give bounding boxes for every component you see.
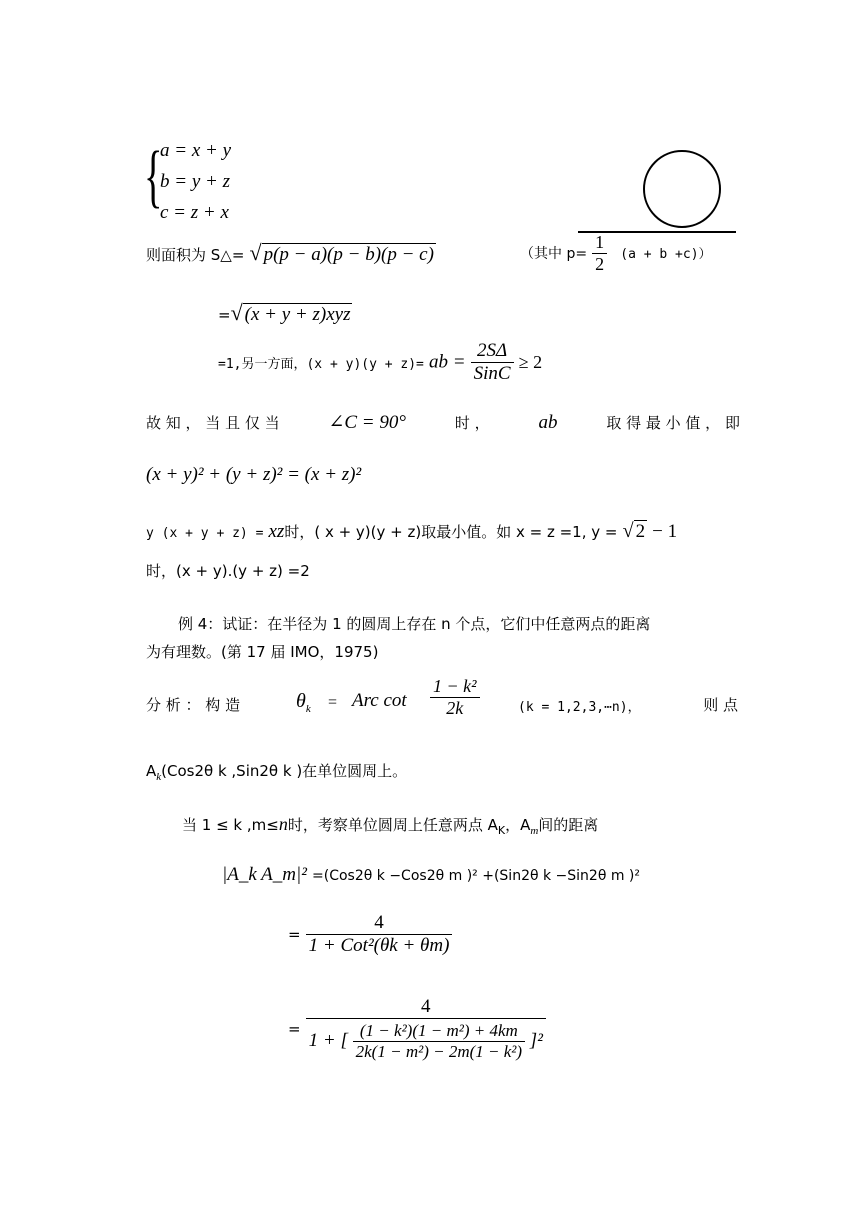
example-4: 例 4：试证：在半径为 1 的圆周上存在 n 个点，它们中任意两点的距离 为有理数。(第 17 届 IMO，1975) xyxy=(146,615,651,661)
result-1: = $\frac{4}{\text{1 + Cot²(θk + θm)}}$ xyxy=(288,912,452,957)
ab-inequality-line: =1,另一方面，(x + y)(y + z)= ab = $\frac{2S\Delta}{\text{SinC}}$ ≥ 2 xyxy=(218,340,543,384)
system-eq-1: a = x + y xyxy=(160,140,232,161)
distance-intro: 当 1 ≤ k ,m≤n时，考察单位圆周上任意两点 $A_K$，$A_m$间的距离 xyxy=(182,814,599,837)
minimum-line: y (x + y + z) = xz时，( x + y)(y + z)取最小值。如 x = z =1, y = √ 2 − 1 xyxy=(146,520,678,542)
pythagorean-eq: (x + y)² + (y + z)² = (x + z)² xyxy=(146,464,362,485)
ak-point-line: $A_k(Cos2\theta$ k ,Sin2θ k )在单位圆周上。 xyxy=(146,762,408,783)
system-eq-2: b = y + z xyxy=(160,171,230,192)
analysis-line: 分 析 ： 构 造 $\theta_k$ = Arc cot $\frac{\text{1 − k²}}{2k}$ (k = 1,2,3,⋯n)， 则 点 xyxy=(146,676,738,718)
area-formula-line: 则面积为 S△= √ p(p − a)(p − b)(p − c) xyxy=(146,240,434,265)
distance-formula: |A_k A_m|² =(Cos2θ k −Cos2θ m )² +(Sin2θ k −Sin2θ m )² xyxy=(222,864,641,885)
area-sqrt: p(p − a)(p − b)(p − c) xyxy=(263,244,434,265)
area-prefix: 则面积为 S△= xyxy=(146,246,245,264)
system-eq-3: c = z + x xyxy=(160,202,229,223)
heron-simplified: =√ (x + y + z)xyz xyxy=(218,300,351,325)
circle xyxy=(644,151,720,227)
conclusion-line: 故 知 ， 当 且 仅 当 ∠C = 90° 时 ， ab 取 得 最 小 值 ， 即 xyxy=(146,411,740,433)
p-note: （其中 p= $\frac{1}{2}$ (a + b +c)） xyxy=(520,232,712,274)
result-2: = 4 1 + [ $\frac{\text{(1 − k²)(1 − m²) + 4km}}{\text{2k(1 − m²) − 2m(1 − k²)}}$ ]² xyxy=(288,996,546,1062)
brace: { xyxy=(144,138,163,215)
circle-tangent-figure xyxy=(570,145,740,240)
equation-system xyxy=(146,135,231,228)
sum-line: 时，(x + y).(y + z) =2 xyxy=(146,562,310,580)
